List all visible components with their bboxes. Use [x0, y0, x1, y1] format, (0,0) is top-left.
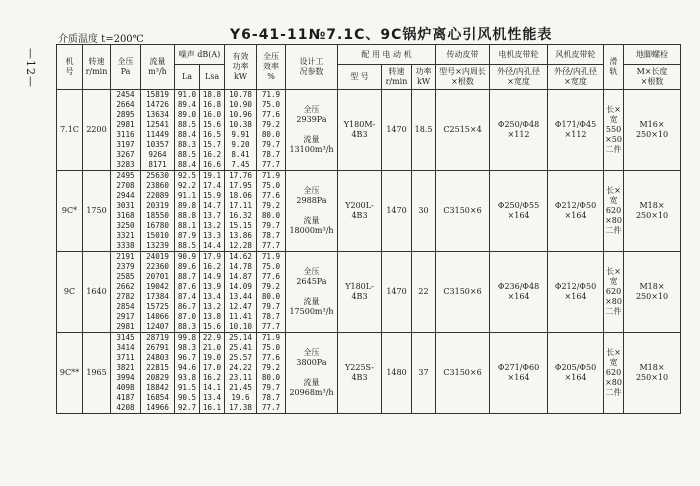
cell-flow: 15819 14726 13634 12541 11449 10357 9264 8171	[141, 90, 175, 171]
cell-efficiency: 71.9 75.0 77.6 79.2 80.0 79.7 78.7 77.7	[257, 252, 286, 333]
cell-fan-pulley: Φ171/Φ45 ×112	[548, 90, 604, 171]
cell-motor-pulley: Φ236/Φ48 ×164	[490, 252, 548, 333]
cell-bolt: M18× 250×10	[624, 252, 681, 333]
cell-speed: 2200	[83, 90, 111, 171]
cell-noise-lsa: 18.8 16.8 16.0 15.6 16.5 15.7 16.2 16.6	[200, 90, 225, 171]
header-total-pressure: 全压 Pa	[111, 45, 141, 90]
cell-machine-no: 9C	[57, 252, 83, 333]
header-design-params: 设计工 况参数	[286, 45, 338, 90]
table-row	[57, 171, 681, 252]
cell-rail: 长× 宽 620 ×80 二件	[604, 171, 624, 252]
cell-fan-pulley: Φ212/Φ50 ×164	[548, 252, 604, 333]
header-motor-speed: 转速 r/min	[382, 65, 412, 90]
cell-flow: 25630 23860 22089 20319 18550 16780 15010 13239	[141, 171, 175, 252]
cell-motor-power: 22	[412, 252, 436, 333]
cell-motor-pulley: Φ250/Φ48 ×112	[490, 90, 548, 171]
cell-speed: 1640	[83, 252, 111, 333]
cell-design-params: 全压 2645Pa 流量 17500m³/h	[286, 252, 338, 333]
cell-belt: C3150×6	[436, 333, 490, 414]
cell-noise-lsa: 17.9 16.2 14.9 13.9 13.4 13.2 13.8 15.6	[200, 252, 225, 333]
header-belt-sub: 型号×内周长 ×根数	[436, 65, 490, 90]
cell-machine-no: 9C**	[57, 333, 83, 414]
cell-flow: 28719 26791 24803 22815 20829 18842 16854 14966	[141, 333, 175, 414]
table-row	[57, 333, 681, 414]
page-number: —12—	[24, 48, 37, 88]
cell-bolt: M18× 250×10	[624, 333, 681, 414]
header-belt: 传动皮带	[436, 45, 490, 65]
cell-bolt: M18× 250×10	[624, 171, 681, 252]
cell-pressure: 3145 3414 3711 3821 3994 4098 4187 4208	[111, 333, 141, 414]
header-motor-power: 功率 kW	[412, 65, 436, 90]
cell-noise-la: 92.5 92.2 91.1 89.8 88.8 88.1 87.9 88.5	[175, 171, 200, 252]
cell-pressure: 2191 2379 2585 2662 2782 2854 2917 2981	[111, 252, 141, 333]
cell-motor-speed: 1480	[382, 333, 412, 414]
cell-effective-power: 10.78 10.90 10.96 10.38 9.91 9.20 8.41 7.45	[225, 90, 257, 171]
cell-motor-speed: 1470	[382, 90, 412, 171]
cell-effective-power: 17.76 17.95 18.06 17.11 16.32 15.15 13.86 12.28	[225, 171, 257, 252]
cell-fan-pulley: Φ212/Φ50 ×164	[548, 171, 604, 252]
cell-speed: 1750	[83, 171, 111, 252]
cell-motor-model: Y180L- 4B3	[338, 252, 382, 333]
cell-motor-model: Y200L- 4B3	[338, 171, 382, 252]
cell-motor-model: Y180M- 4B3	[338, 90, 382, 171]
cell-noise-lsa: 22.9 21.0 19.0 17.0 16.2 14.1 13.4 16.1	[200, 333, 225, 414]
cell-effective-power: 14.62 14.78 14.87 14.09 13.44 12.47 11.41 10.10	[225, 252, 257, 333]
cell-flow: 24019 22360 20701 19042 17384 15725 14066 12407	[141, 252, 175, 333]
cell-motor-speed: 1470	[382, 252, 412, 333]
header-motor-pulley: 电机皮带轮	[490, 45, 548, 65]
cell-noise-la: 99.8 98.3 96.7 94.6 93.8 91.5 90.5 92.7	[175, 333, 200, 414]
header-motor-model: 型 号	[338, 65, 382, 90]
header-noise-la: La	[175, 65, 200, 90]
cell-motor-pulley: Φ250/Φ55 ×164	[490, 171, 548, 252]
cell-motor-power: 30	[412, 171, 436, 252]
cell-belt: C3150×6	[436, 171, 490, 252]
cell-bolt: M16× 250×10	[624, 90, 681, 171]
cell-pressure: 2495 2708 2944 3031 3168 3250 3321 3338	[111, 171, 141, 252]
cell-efficiency: 71.9 75.0 77.6 79.2 80.0 79.7 78.7 77.7	[257, 171, 286, 252]
cell-machine-no: 7.1C	[57, 90, 83, 171]
cell-efficiency: 71.9 75.0 77.6 79.2 80.0 79.7 78.7 77.7	[257, 333, 286, 414]
table-title: Y6-41-11№7.1C、9C锅炉离心引风机性能表	[230, 27, 553, 43]
cell-noise-lsa: 19.1 17.4 15.9 14.7 13.7 13.2 13.3 14.4	[200, 171, 225, 252]
cell-speed: 1965	[83, 333, 111, 414]
header-fan-pulley-sub: 外径/内孔径 ×宽度	[548, 65, 604, 90]
cell-machine-no: 9C*	[57, 171, 83, 252]
cell-motor-power: 18.5	[412, 90, 436, 171]
cell-design-params: 全压 2939Pa 流量 13100m³/h	[286, 90, 338, 171]
cell-motor-pulley: Φ271/Φ60 ×164	[490, 333, 548, 414]
cell-rail: 长× 宽 550 ×50 二件	[604, 90, 624, 171]
header-motor: 配 用 电 动 机	[338, 45, 436, 65]
cell-belt: C2515×4	[436, 90, 490, 171]
cell-effective-power: 25.14 25.41 25.57 24.22 23.11 21.45 19.6 17.38	[225, 333, 257, 414]
cell-design-params: 全压 2988Pa 流量 18000m³/h	[286, 171, 338, 252]
cell-motor-speed: 1470	[382, 171, 412, 252]
cell-design-params: 全压 3800Pa 流量 20968m³/h	[286, 333, 338, 414]
header-bolt-sub: M×长度 ×根数	[624, 65, 681, 90]
performance-table	[56, 44, 681, 414]
cell-pressure: 2454 2664 2895 2981 3116 3197 3267 3283	[111, 90, 141, 171]
cell-belt: C3150×6	[436, 252, 490, 333]
header-motor-pulley-sub: 外径/内孔径 ×宽度	[490, 65, 548, 90]
header-machine-no: 机 号	[57, 45, 83, 90]
header-fan-pulley: 风机皮带轮	[548, 45, 604, 65]
cell-rail: 长× 宽 620 ×80 二件	[604, 252, 624, 333]
table-row	[57, 90, 681, 171]
header-total-efficiency: 全压 效率 %	[257, 45, 286, 90]
cell-fan-pulley: Φ205/Φ50 ×164	[548, 333, 604, 414]
cell-noise-la: 90.9 89.6 88.7 87.6 87.4 86.7 87.0 88.3	[175, 252, 200, 333]
header-bolt: 地脚螺栓	[624, 45, 681, 65]
header-speed: 转速 r/min	[83, 45, 111, 90]
cell-noise-la: 91.0 89.4 89.0 88.5 88.4 88.3 88.5 88.4	[175, 90, 200, 171]
table-row	[57, 252, 681, 333]
header-noise-lsa: Lsa	[200, 65, 225, 90]
header-noise: 噪声 dB(A)	[175, 45, 225, 65]
header-flow: 流量 m³/h	[141, 45, 175, 90]
medium-temperature: 介质温度 t=200℃	[58, 34, 144, 45]
cell-efficiency: 71.9 75.0 77.6 79.2 80.0 79.7 78.7 77.7	[257, 90, 286, 171]
cell-motor-power: 37	[412, 333, 436, 414]
header-rail: 滑 轨	[604, 45, 624, 90]
table-body	[57, 90, 681, 414]
header-effective-power: 有效 功率 kW	[225, 45, 257, 90]
cell-rail: 长× 宽 620 ×80 二件	[604, 333, 624, 414]
cell-motor-model: Y225S- 4B3	[338, 333, 382, 414]
